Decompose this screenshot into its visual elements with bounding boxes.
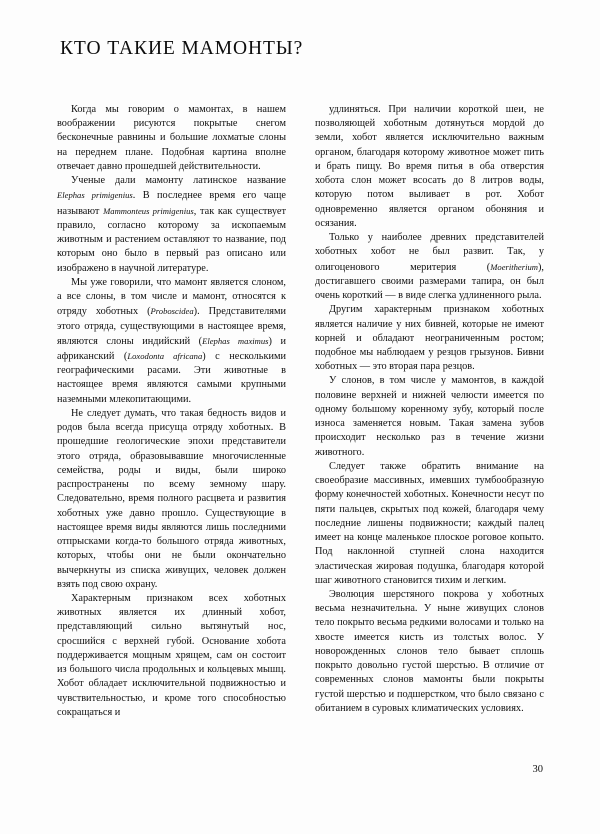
page-title: КТО ТАКИЕ МАМОНТЫ? [60,38,304,59]
paragraph: Другим характерным признаком хоботных является наличие у них бивней, которые не имеют корней и обладают неограниченным ростом; подобное мы наблюдаем у резцов грызунов. Бивни хоботных — это вторая пара резцов. [315,304,544,373]
paragraph: Только у наиболее древних представителей хоботных хобот не был развит. Так, у олигоценового меритерия (Moeritherium), достигавшего своими размерами тапира, он был очень короткий — в виде слегка удлиненного рыла. [315,232,544,302]
left-column [57,103,286,720]
right-column [315,103,544,720]
paragraph: Не следует думать, что такая бедность видов и родов была всегда присуща отряду хоботных. В прошедшие геологические эпохи представители этого отряда, образовывавшие многочисленные семейства, роды и виды, были широко распространены по всему земному шару. Следовательно, время полного расцвета и развития хоботных уже давно прошло. Существующие в настоящее время виды являются лишь последними отпрысками когда-то большого отряда животных, которых, чтобы они не были окончательно вычеркнуты из списка живущих, человек должен взять под свою охрану. [57,407,286,590]
latin-name: Elephas primigenius [57,190,133,201]
paragraph: Когда мы говорим о мамонтах, в нашем воображении рисуются покрытые снегом бесконечные равнины и большие лохматые слоны на переднем плане. Подобная картина вполне отвечает давно прошедшей действительности. [57,104,286,172]
latin-name: Moeritherium [490,261,538,272]
paragraph: Характерным признаком всех хоботных животных является их длинный хобот, представляющий сильно вытянутый нос, сросшийся с верхней губой. Основание хобота поддерживается мощным хрящем, сам он состоит из большого числа продольных и кольцевых мышц. Хобот обладает исключительной подвижностью и чувствительностью, и кроме того способностью сокращаться и [57,592,286,718]
paragraph: Следует также обратить внимание на своеобразие массивных, имевших тумбообразную форму конечностей хоботных. Конечности несут по пяти пальцев, скрытых под кожей, благодаря чему последние лишены подвижности; каждый палец имеет на конце маленькое плоское роговое копыто. Под наклонной ступней слона находится эластическая жировая подушка, благодаря которой шаг животного становится тихим и легким. [315,460,544,586]
paragraph: У слонов, в том числе у мамонтов, в каждой половине верхней и нижней челюсти имеется по одному большому коренному зубу, который после износа заменяется новым. Такая замена зубов происходит несколько раз в течение жизни животного. [315,375,544,458]
text-columns [57,103,544,720]
paragraph: удлиняться. При наличии короткой шеи, не позволяющей хоботным дотянуться мордой до земли, хобот является исключительно важным органом, благодаря которому животное может пить и брать пищу. Во время питья в оба отверстия хобота слон может всосать до 8 литров воды, которую потом выливает в рот. Хобот одновременно является органом обоняния и осязания. [315,104,544,229]
page-number: 30 [532,764,543,775]
latin-name: Loxodonta africana [127,350,203,361]
latin-name: Elephas maximus [202,335,269,346]
latin-name: Proboscidea [150,306,194,317]
paragraph: Эволюция шерстяного покрова у хоботных весьма незначительна. У ныне живущих слонов тело покрыто весьма редкими волосами и только на хвосте имеется кисть из толстых волос. У новорожденных слонов тело бывает сплошь покрыто довольно густой шерстью. В отличие от современных слонов мамонты были покрыты густой шерстью и подшерстком, что было связано с обитанием в суровых климатических условиях. [315,588,544,714]
latin-name: Mammonteus primigenius [103,205,194,216]
paragraph: Ученые дали мамонту латинское название Elephas primigenius. В последнее время его чаще называют Mammonteus primigenius, так как существует правило, согласно которому за ископаемым животным и растением оставляют то название, под которым оно было в первый раз описано или изображено в научной литературе. [57,175,287,274]
paragraph: Мы уже говорили, что мамонт является слоном, а все слоны, в том числе и мамонт, относятся к отряду хоботных (Proboscidea). Представителями этого отряда, существующими в настоящее время, являются слоны индийский (Elephas maximus) и африканский (Loxodonta africana) с несколькими географическими расами. Эти животные в настоящее время являются самыми крупными наземными млекопитающими. [57,276,287,405]
